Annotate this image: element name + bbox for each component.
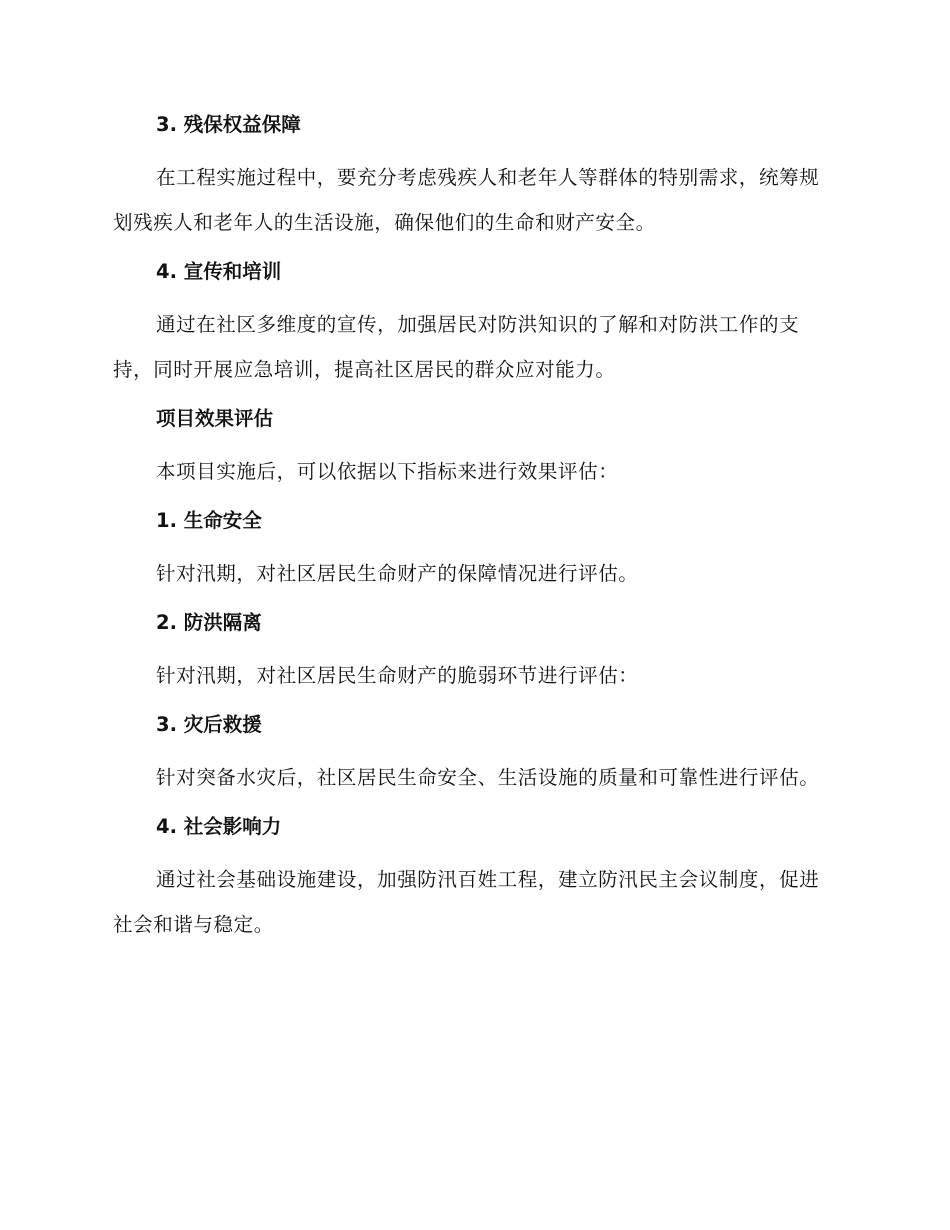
section-heading: 4. 宣传和培训 xyxy=(156,260,282,283)
paragraph: 通过在社区多维度的宣传，加强居民对防洪知识的了解和对防洪工作的支持，同时开展应急培训，提高社区居民的群众应对能力。 xyxy=(113,313,800,381)
section-heading: 3. 残保权益保障 xyxy=(156,113,301,136)
paragraph: 针对汛期，对社区居民生命财产的保障情况进行评估。 xyxy=(156,562,639,585)
paragraph: 针对突备水灾后，社区居民生命安全、生活设施的质量和可靠性进行评估。 xyxy=(156,766,820,789)
paragraph: 针对汛期，对社区居民生命财产的脆弱环节进行评估： xyxy=(156,664,639,687)
paragraph: 在工程实施过程中，要充分考虑残疾人和老年人等群体的特别需求，统筹规划残疾人和老年人的生活设施，确保他们的生命和财产安全。 xyxy=(113,166,820,234)
paragraph: 通过社会基础设施建设，加强防汛百姓工程，建立防汛民主会议制度，促进社会和谐与稳定。 xyxy=(113,868,820,936)
section-heading: 3. 灾后救援 xyxy=(156,713,262,736)
section-heading: 2. 防洪隔离 xyxy=(156,611,262,634)
section-heading: 项目效果评估 xyxy=(156,407,274,430)
section-heading: 1. 生命安全 xyxy=(156,509,262,532)
section-heading: 4. 社会影响力 xyxy=(156,815,282,838)
paragraph: 本项目实施后，可以依据以下指标来进行效果评估： xyxy=(156,460,619,483)
